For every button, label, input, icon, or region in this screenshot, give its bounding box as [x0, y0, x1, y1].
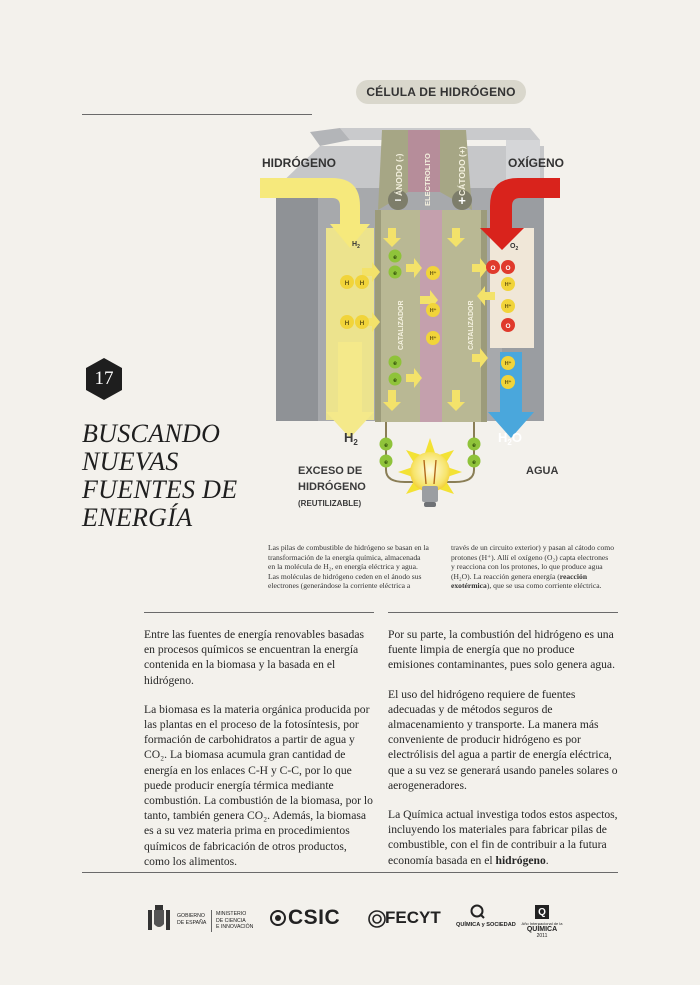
aiq-q-icon: Q — [535, 905, 549, 919]
aiq-logo: Año Internacional de la QUÍMICA 2011 — [521, 921, 563, 939]
quimica-sociedad-icon — [470, 904, 486, 920]
footer-rule — [82, 872, 618, 873]
body-column-right — [388, 627, 618, 882]
catalyst-left-label: CATALIZADOR — [398, 300, 405, 350]
svg-text:H⁺: H⁺ — [504, 304, 512, 310]
svg-text:H: H — [359, 320, 365, 327]
body-rule-right — [388, 612, 618, 613]
svg-text:H⁺: H⁺ — [504, 282, 512, 288]
fecyt-logo: FECYT — [385, 908, 441, 927]
h2o-output-label: $H_2O$ — [498, 430, 522, 447]
svg-text:e: e — [393, 360, 397, 367]
csic-logo: CSIC — [288, 906, 341, 929]
svg-text:e: e — [472, 442, 476, 449]
paragraph: La Química actual investiga todos estos aspectos, incluyendo los materiales para fabricar pilas de combustible, con el fin de contribuir a la futura economía basada en el hidrógeno. — [388, 808, 618, 867]
fecyt-emblem-icon — [368, 910, 386, 928]
paragraph: Por su parte, la combustión del hidrógeno es una fuente limpia de energía que no produce emisiones contaminantes, pues solo genera agua. — [388, 628, 615, 672]
h2-small-label: $H_2$ — [352, 241, 360, 250]
svg-text:H: H — [344, 280, 350, 287]
diagram-title: CÉLULA DE HIDRÓGENO — [356, 80, 526, 104]
article-title: BUSCANDO NUEVAS FUENTES DE ENERGÍA — [82, 419, 238, 532]
caption-left: Las pilas de combustible de hidrógeno se basan en la transformación de la energía química, almacenada en la molécula de H₂, en energía eléctrica y agua. Las moléculas de hidrógeno ceden en el ánodo sus electrones (generándose la corriente eléctrica a — [268, 543, 429, 591]
excess-label-2: HIDRÓGENO — [298, 481, 366, 493]
svg-text:H⁺: H⁺ — [429, 271, 437, 277]
light-bulb — [398, 438, 462, 507]
svg-text:O: O — [490, 265, 496, 272]
svg-text:H⁺: H⁺ — [429, 336, 437, 342]
svg-text:O: O — [505, 323, 511, 330]
svg-text:e: e — [393, 254, 397, 261]
oxygen-label: OXÍGENO — [508, 156, 565, 170]
quimica-sociedad-logo: QUÍMICA y SOCIEDAD — [456, 922, 516, 928]
svg-text:H: H — [359, 280, 365, 287]
header-rule — [82, 114, 312, 115]
svg-text:H⁺: H⁺ — [504, 361, 512, 367]
o2-small-label: $O_2$ — [510, 243, 519, 252]
paragraph: Entre las fuentes de energía renovables basadas en procesos químicos se encuentran la energía contenida en la biomasa y la basada en el hidrógeno. — [144, 628, 364, 687]
svg-text:H: H — [344, 320, 350, 327]
catalyst-right-label: CATALIZADOR — [468, 300, 475, 350]
paragraph: La biomasa es la materia orgánica producida por las plantas en el proceso de la fotosíntesis, por formación de carbohidratos a partir de agua y CO₂. La biomasa acumula gran cantidad de energía en los enlaces C-H y C-C, por lo que puede producir energía térmica mediante combustión. La combustión de la biomasa, por lo tanto, también genera CO₂. Además, la biomasa es a su vez materia prima en procedimientos químicos de fabricación de otros productos, como los alimentos. — [144, 702, 373, 868]
electrolyte-label: ELECTROLITO — [423, 153, 432, 206]
svg-text:H⁺: H⁺ — [429, 308, 437, 314]
svg-text:O: O — [505, 265, 511, 272]
protons-electrolyte — [426, 266, 440, 345]
svg-text:e: e — [393, 270, 397, 277]
gobierno-logo: GOBIERNO DE ESPAÑA — [177, 913, 207, 926]
paragraph: El uso del hidrógeno requiere de fuentes adecuadas y de métodos seguros de almacenamiento y transporte. La manera más conveniente de producir hidrógeno es por electrólisis del agua a partir de energía eléctrica, que a su vez se generará usando paneles solares o aerogeneradores. — [388, 687, 618, 792]
article-number: 17 — [94, 368, 114, 389]
cathode-label: CÁTODO (+) — [457, 146, 467, 196]
svg-text:e: e — [393, 377, 397, 384]
hydrogen-label: HIDRÓGENO — [262, 156, 337, 170]
minus-sign: − — [394, 193, 402, 207]
svg-text:e: e — [384, 459, 388, 466]
ministerio-logo: MINISTERIO DE CIENCIA E INNOVACIÓN — [216, 911, 254, 930]
body-column-left — [144, 627, 374, 883]
spain-coat-of-arms-icon — [146, 904, 172, 934]
anode-label: ÁNODO (-) — [394, 153, 404, 196]
svg-text:e: e — [472, 459, 476, 466]
plus-sign: + — [458, 193, 466, 208]
svg-text:H⁺: H⁺ — [504, 380, 512, 386]
water-label: AGUA — [526, 465, 559, 477]
svg-text:e: e — [384, 442, 388, 449]
excess-label-3: (REUTILIZABLE) — [298, 499, 362, 508]
excess-label-1: EXCESO DE — [298, 465, 363, 477]
fuel-cell-diagram — [240, 120, 580, 525]
body-rule-left — [144, 612, 374, 613]
csic-emblem-icon — [270, 910, 286, 926]
h2-output-label: $H_2$ — [344, 430, 358, 447]
cathode-plate — [442, 210, 484, 422]
caption-right: través de un circuito exterior) y pasan al cátodo como protones (H⁺). Allí el oxígeno (O₂) capta electrones y reacciona con los protones, lo que produce agua (H₂O). La reacción genera energía (reacción exotérmica), que se usa como corriente eléctrica. — [451, 543, 614, 591]
